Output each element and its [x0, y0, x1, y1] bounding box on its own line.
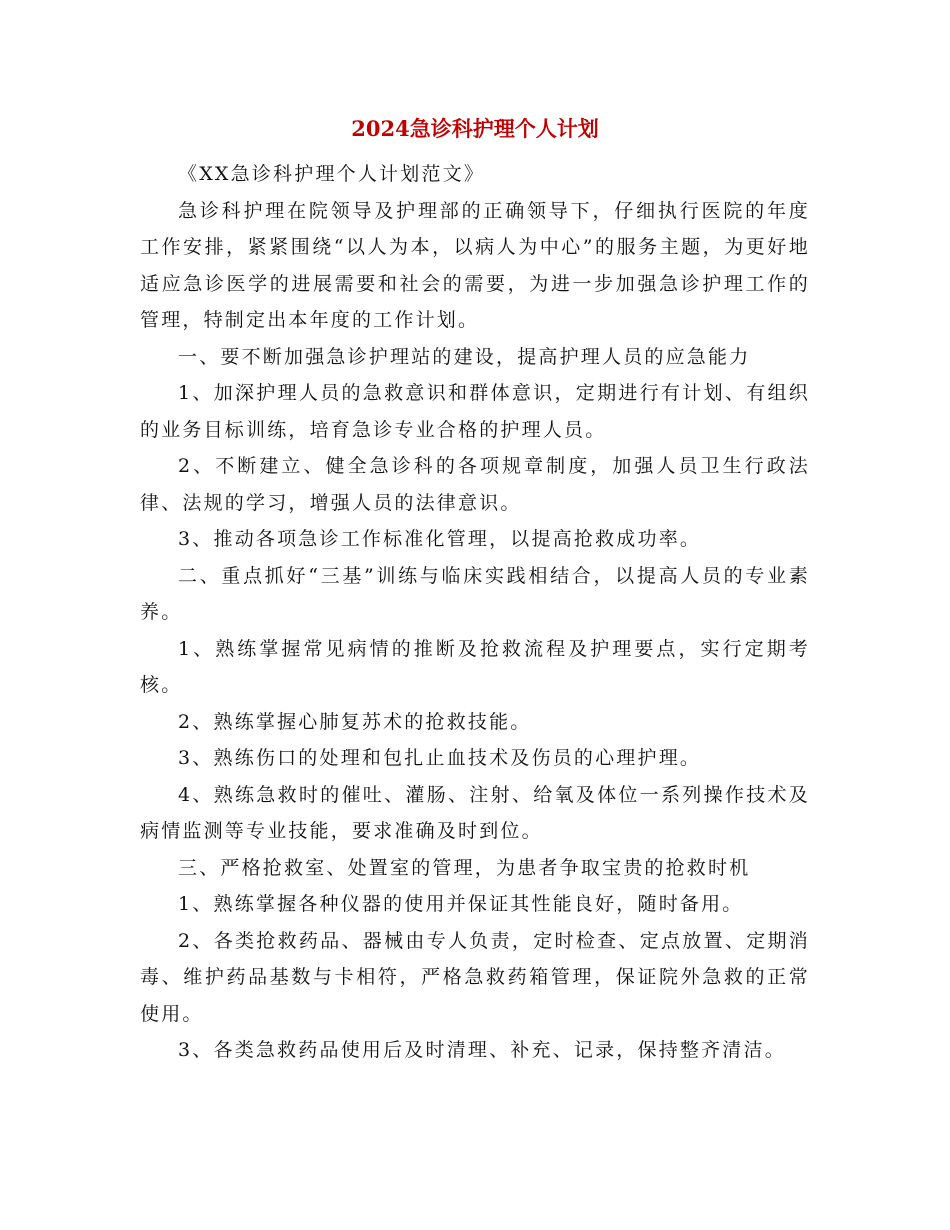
section-heading: 二、重点抓好“三基”训练与临床实践相结合，以提高人员的专业素养。 [140, 564, 810, 623]
paragraph: 1、熟练掌握常见病情的推断及抢救流程及护理要点，实行定期考核。 [140, 637, 810, 696]
document-title: 2024急诊科护理个人计划 [351, 116, 599, 141]
paragraph: 3、推动各项急诊工作标准化管理，以提高抢救成功率。 [178, 528, 702, 550]
paragraph: 《XX急诊科护理个人计划范文》 [178, 163, 486, 185]
section-heading: 一、要不断加强急诊护理站的建设，提高护理人员的应急能力 [178, 345, 751, 368]
paragraph: 3、各类急救药品使用后及时清理、补充、记录，保持整齐清洁。 [178, 1039, 786, 1061]
paragraph: 2、不断建立、健全急诊科的各项规章制度，加强人员卫生行政法律、法规的学习，增强人员的法律意识。 [140, 455, 810, 514]
paragraph: 1、熟练掌握各种仪器的使用并保证其性能良好，随时备用。 [178, 893, 744, 915]
paragraph: 2、各类抢救药品、器械由专人负责，定时检查、定点放置、定期消毒、维护药品基数与卡相符，严格急救药箱管理，保证院外急救的正常使用。 [140, 929, 810, 1025]
paragraph: 3、熟练伤口的处理和包扎止血技术及伤员的心理护理。 [178, 747, 702, 769]
paragraph: 2、熟练掌握心肺复苏术的抢救技能。 [178, 710, 532, 733]
section-heading: 三、严格抢救室、处置室的管理，为患者争取宝贵的抢救时机 [178, 856, 751, 879]
document-body [140, 156, 810, 1069]
paragraph: 急诊科护理在院领导及护理部的正确领导下，仔细执行医院的年度工作安排，紧紧围绕“以人为本，以病人为中心”的服务主题，为更好地适应急诊医学的进展需要和社会的需要，为进一步加强急诊护理工作的管理，特制定出本年度的工作计划。 [140, 199, 810, 331]
paragraph: 4、熟练急救时的催吐、灌肠、注射、给氧及体位一系列操作技术及病情监测等专业技能，要求准确及时到位。 [140, 783, 810, 842]
paragraph: 1、加深护理人员的急救意识和群体意识，定期进行有计划、有组织的业务目标训练，培育急诊专业合格的护理人员。 [140, 382, 810, 441]
